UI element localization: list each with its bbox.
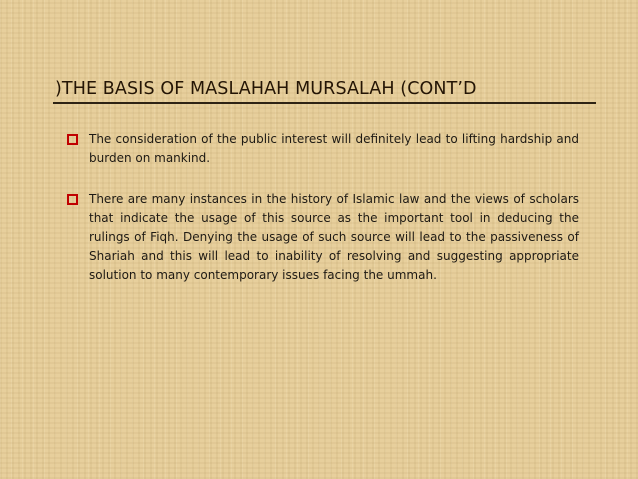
list-item: [67, 130, 579, 168]
square-bullet-icon: [67, 194, 78, 205]
bullet-list: [67, 130, 579, 307]
bullet-text: The consideration of the public interest will definitely lead to lifting hardship and burden on mankind.: [89, 132, 579, 165]
list-item: [67, 190, 579, 285]
bullet-text: There are many instances in the history of Islamic law and the views of scholars that indicate the usage of this source as the important tool in deducing the rulings of Fiqh. Denying the usage of such source will lead to the passiveness of Shariah and this will lead to inability of resolving and suggesting appropriate solution to many contemporary issues facing the ummah.: [89, 192, 579, 282]
square-bullet-icon: [67, 134, 78, 145]
slide-title: )THE BASIS OF MASLAHAH MURSALAH (CONT’D: [55, 79, 477, 99]
title-underline: [53, 102, 596, 104]
